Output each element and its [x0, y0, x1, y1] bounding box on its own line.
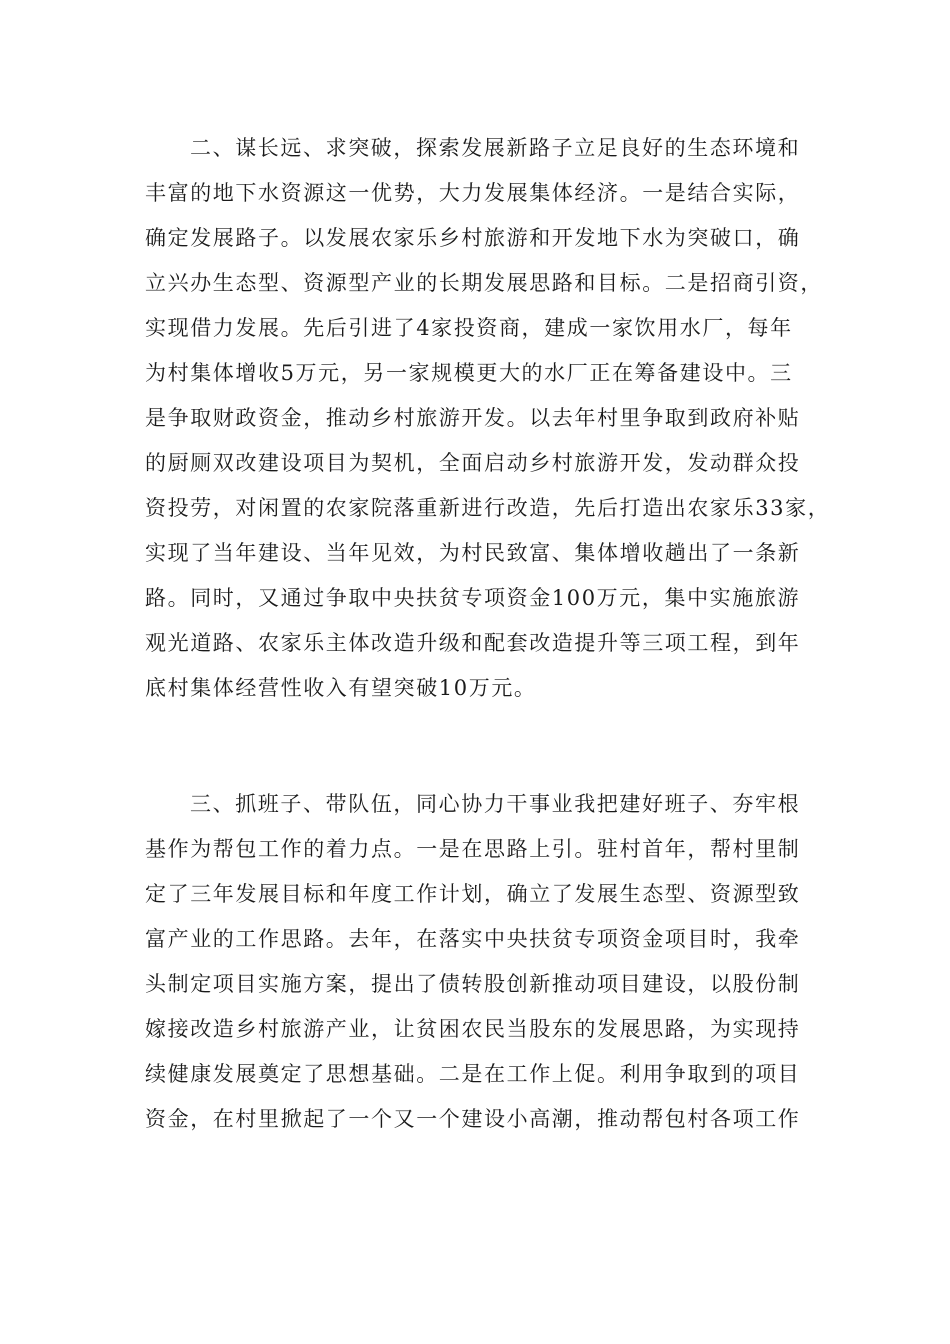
text-line: 是争取财政资金，推动乡村旅游开发。以去年村里争取到政府补贴 — [145, 406, 801, 430]
text-line: 底村集体经营性收入有望突破10万元。 — [145, 676, 537, 700]
text-line: 为村集体增收5万元，另一家规模更大的水厂正在筹备建设中。三 — [145, 361, 793, 385]
text-line: 基作为帮包工作的着力点。一是在思路上引。驻村首年，帮村里制 — [145, 837, 801, 861]
text-line: 实现借力发展。先后引进了4家投资商，建成一家饮用水厂，每年 — [145, 316, 793, 340]
text-line: 定了三年发展目标和年度工作计划，确立了发展生态型、资源型致 — [145, 882, 801, 906]
text-line: 三、抓班子、带队伍，同心协力干事业我把建好班子、夯牢根 — [190, 792, 801, 816]
text-line: 资投劳，对闲置的农家院落重新进行改造，先后打造出农家乐33家， — [145, 496, 831, 520]
text-line: 立兴办生态型、资源型产业的长期发展思路和目标。二是招商引资， — [145, 271, 823, 295]
text-line: 的厨厕双改建设项目为契机，全面启动乡村旅游开发，发动群众投 — [145, 451, 801, 475]
text-line: 头制定项目实施方案，提出了债转股创新推动项目建设，以股份制 — [145, 972, 801, 996]
text-line: 资金，在村里掀起了一个又一个建设小高潮，推动帮包村各项工作 — [145, 1107, 801, 1131]
text-line: 实现了当年建设、当年见效，为村民致富、集体增收趟出了一条新 — [145, 541, 801, 565]
text-line: 嫁接改造乡村旅游产业，让贫困农民当股东的发展思路，为实现持 — [145, 1017, 801, 1041]
text-line: 丰富的地下水资源这一优势，大力发展集体经济。一是结合实际， — [145, 181, 801, 205]
text-line: 路。同时，又通过争取中央扶贫专项资金100万元，集中实施旅游 — [145, 586, 801, 610]
text-line: 确定发展路子。以发展农家乐乡村旅游和开发地下水为突破口，确 — [145, 226, 801, 250]
text-line: 二、谋长远、求突破，探索发展新路子立足良好的生态环境和 — [190, 136, 801, 160]
text-line: 续健康发展奠定了思想基础。二是在工作上促。利用争取到的项目 — [145, 1062, 801, 1086]
text-line: 富产业的工作思路。去年，在落实中央扶贫专项资金项目时，我牵 — [145, 927, 801, 951]
text-line: 观光道路、农家乐主体改造升级和配套改造提升等三项工程，到年 — [145, 631, 801, 655]
